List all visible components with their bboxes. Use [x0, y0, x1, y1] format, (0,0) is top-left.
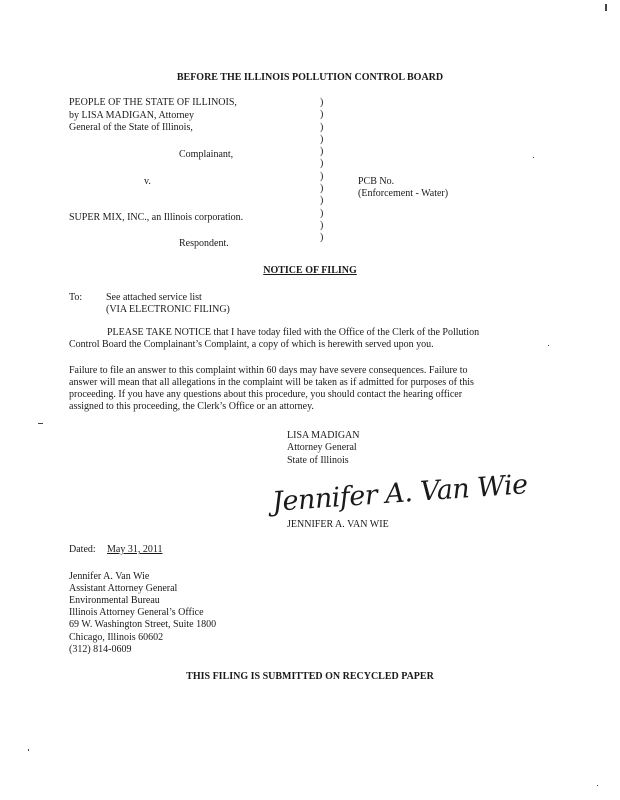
caption-brace: ) ) ) ) ) ) ) ) ) ) ) ): [320, 97, 324, 244]
warning-paragraph-line-2: answer will mean that all allegations in the complaint will be taken as if admitted for purposes of this: [69, 377, 474, 388]
scan-speck: [28, 749, 29, 751]
filing-date: May 31, 2011: [107, 544, 163, 555]
plaintiff-line-3: General of the State of Illinois,: [69, 122, 193, 133]
plaintiff-line-2: by LISA MADIGAN, Attorney: [69, 110, 194, 121]
signatory-name: LISA MADIGAN: [287, 430, 360, 441]
scan-speck: [605, 4, 607, 11]
warning-paragraph-line-3: proceeding. If you have any questions about this procedure, you should contact the hearing officer: [69, 389, 463, 400]
scan-speck: [548, 345, 549, 346]
signatory-state: State of Illinois: [287, 455, 349, 466]
complainant-label: Complainant,: [179, 149, 234, 160]
notice-title: NOTICE OF FILING: [263, 265, 357, 276]
versus-label: v.: [144, 176, 151, 187]
signature-printed-name: JENNIFER A. VAN WIE: [287, 519, 389, 530]
to-label: To:: [69, 292, 83, 303]
scan-speck: [38, 423, 43, 424]
defendant-name: SUPER MIX, INC., an Illinois corporation.: [69, 212, 244, 223]
notice-paragraph-line-2: Control Board the Complainant’s Complaint, a copy of which is herewith served upon you.: [69, 339, 434, 350]
scan-speck: [597, 785, 598, 786]
contact-line-6: Chicago, Illinois 60602: [69, 632, 164, 643]
warning-paragraph-line-1: Failure to file an answer to this complaint within 60 days may have severe consequences. Failure to: [69, 365, 468, 376]
notice-paragraph-line-1: PLEASE TAKE NOTICE that I have today filed with the Office of the Clerk of the Pollution: [107, 327, 480, 338]
handwritten-signature: Jennifer A. Van Wie: [271, 469, 529, 518]
to-line-2: (VIA ELECTRONIC FILING): [106, 304, 230, 315]
pcb-number-label: PCB No.: [358, 176, 395, 187]
contact-line-4: Illinois Attorney General’s Office: [69, 607, 204, 618]
respondent-label: Respondent.: [179, 238, 229, 249]
dated-label: Dated:: [69, 544, 96, 555]
contact-line-3: Environmental Bureau: [69, 595, 160, 606]
contact-line-1: Jennifer A. Van Wie: [69, 571, 150, 582]
contact-line-5: 69 W. Washington Street, Suite 1800: [69, 619, 217, 630]
board-heading: BEFORE THE ILLINOIS POLLUTION CONTROL BOARD: [176, 72, 444, 83]
to-line-1: See attached service list: [106, 292, 202, 303]
warning-paragraph-line-4: assigned to this proceeding, the Clerk’s Office or an attorney.: [69, 401, 314, 412]
enforcement-type: (Enforcement - Water): [358, 188, 449, 199]
scan-speck: [533, 157, 534, 158]
contact-line-7: (312) 814-0609: [69, 644, 132, 655]
signatory-title: Attorney General: [287, 442, 357, 453]
contact-line-2: Assistant Attorney General: [69, 583, 178, 594]
plaintiff-line-1: PEOPLE OF THE STATE OF ILLINOIS,: [69, 97, 237, 108]
recycled-paper-footer: THIS FILING IS SUBMITTED ON RECYCLED PAPER: [186, 671, 434, 682]
